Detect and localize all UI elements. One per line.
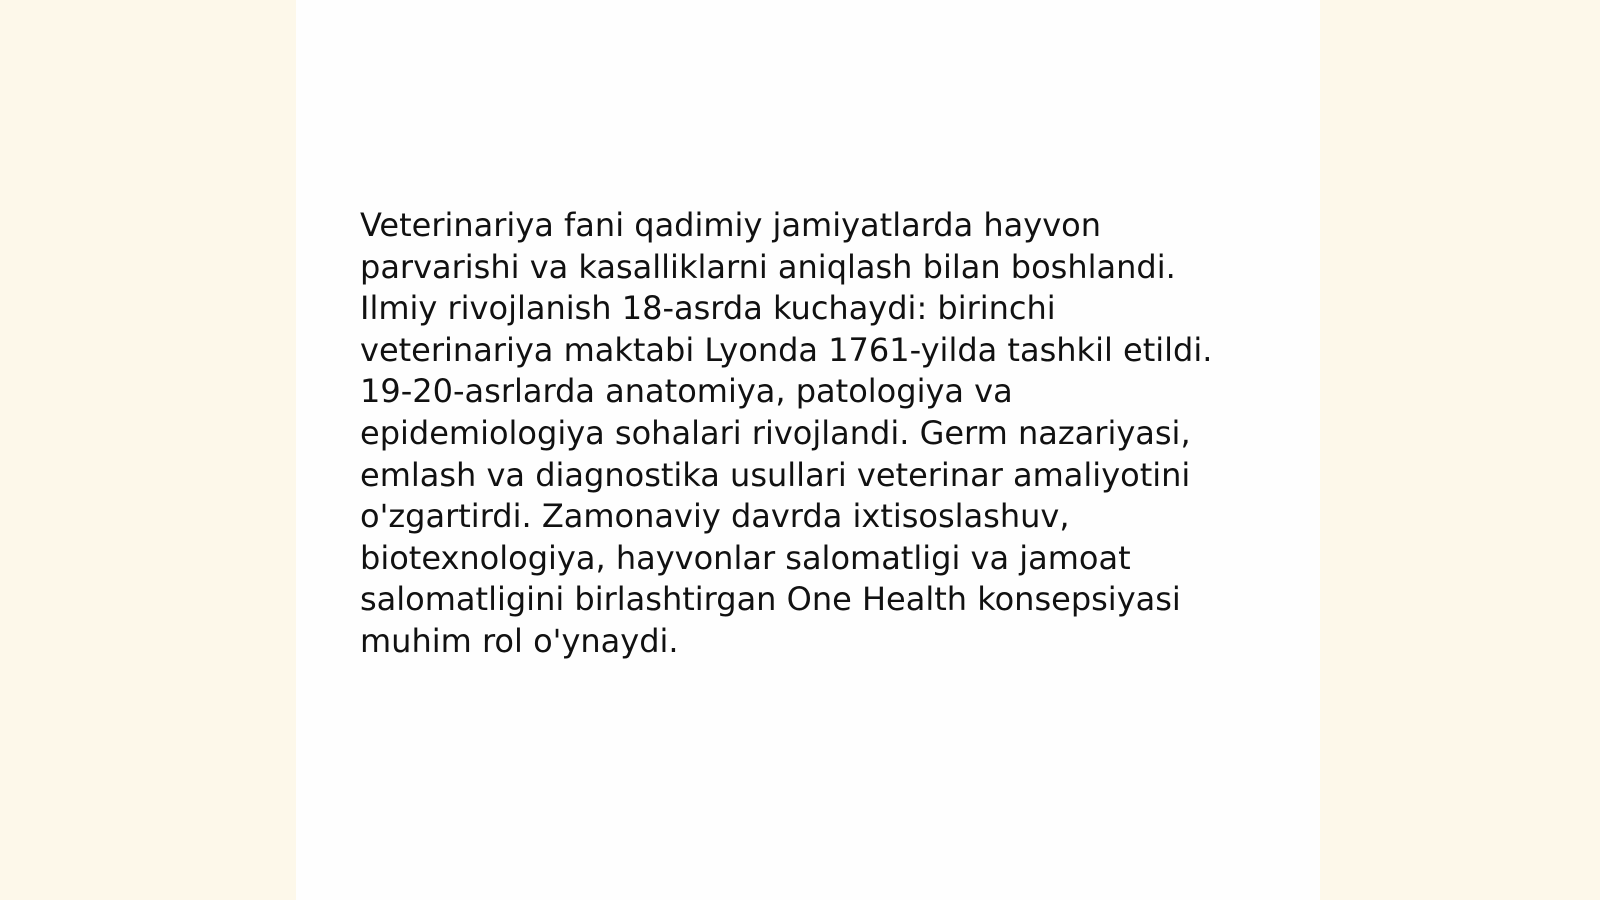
body-paragraph: Veterinariya fani qadimiy jamiyatlarda hayvon parvarishi va kasalliklarni aniqlash bilan boshlandi. Ilmiy rivojlanish 18-asrda kuchaydi: birinchi veterinariya maktabi Lyonda 1761-yilda tashkil etildi. 19-20-asrlarda anatomiya, patologiya va epidemiologiya sohalari rivojlandi. Germ nazariyasi, emlash va diagnostika usullari veterinar amaliyotini o'zgartirdi. Zamonaviy davrda ixtisoslashuv, biotexnologiya, hayvonlar salomatligi va jamoat salomatligini birlashtirgan One Health konsepsiyasi muhim rol o'ynaydi. [360,206,1213,660]
document-page [296,0,1320,900]
